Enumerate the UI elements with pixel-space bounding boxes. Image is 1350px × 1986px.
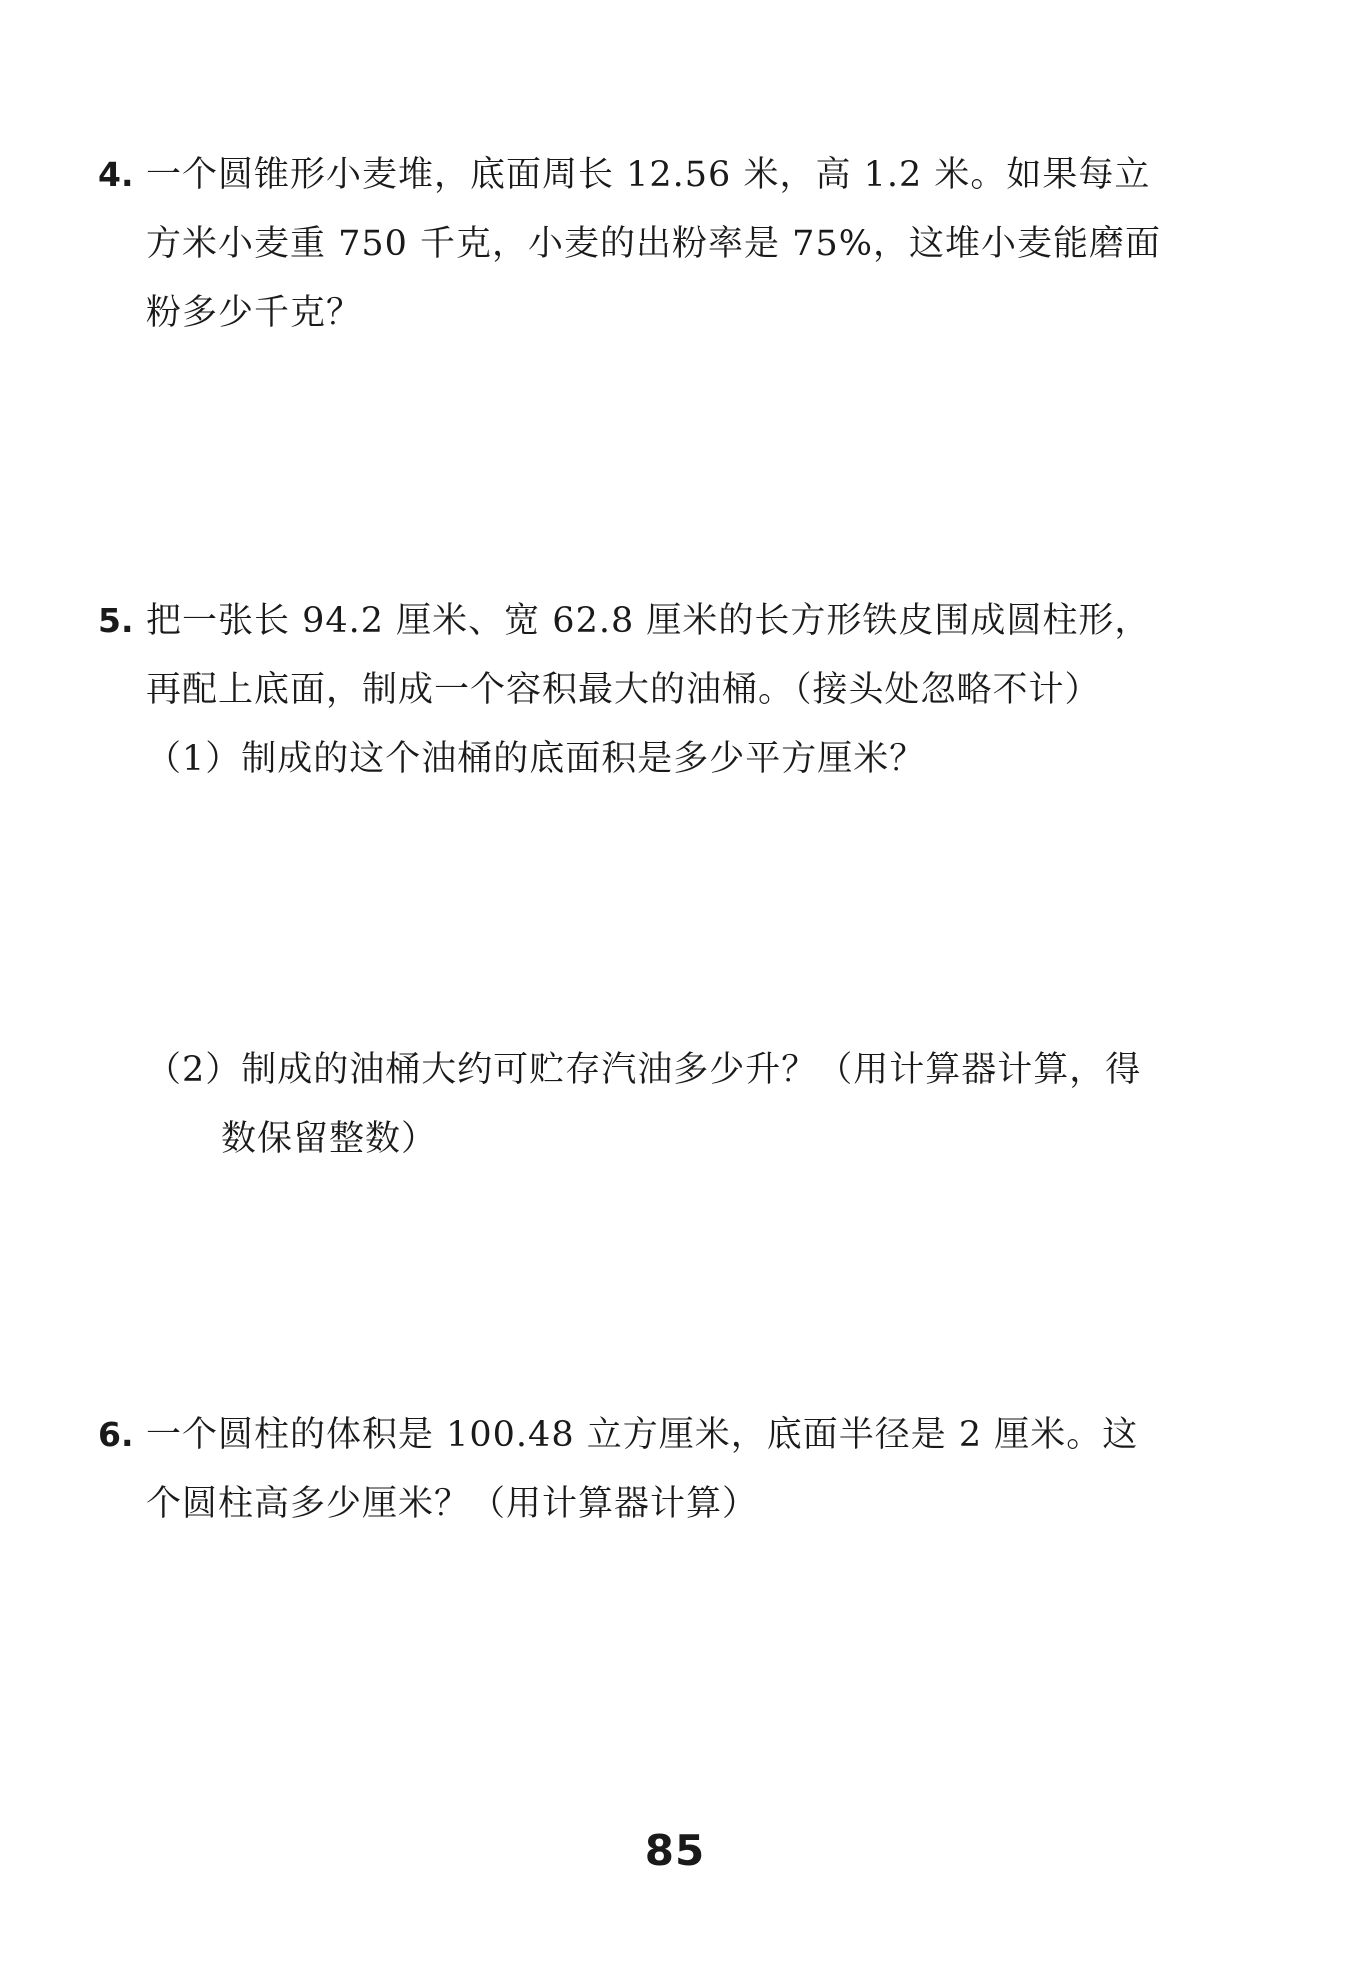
problem-number: 6.	[98, 1415, 134, 1454]
subquestion-2-line-2: 数保留整数）	[221, 1119, 438, 1159]
problem-4-line-2: 方米小麦重 750 千克，小麦的出粉率是 75%，这堆小麦能磨面	[146, 224, 1161, 264]
problem-text: 一个圆锥形小麦堆，底面周长 12.56 米，高 1.2 米。如果每立	[146, 155, 1151, 195]
problem-number: 5.	[98, 601, 134, 640]
problem-6	[98, 1400, 1208, 1539]
problem-4	[98, 140, 1208, 348]
problem-4-line-3: 粉多少千克？	[146, 293, 363, 333]
problem-number: 4.	[98, 155, 134, 194]
problem-4-line-1	[98, 140, 1208, 210]
problem-text: 一个圆柱的体积是 100.48 立方厘米，底面半径是 2 厘米。这	[146, 1415, 1139, 1455]
problem-5-subquestion-2	[98, 1036, 1208, 1174]
problem-5-subquestion-1: （1）制成的这个油桶的底面积是多少平方厘米？	[146, 739, 926, 779]
problem-text: 把一张长 94.2 厘米、宽 62.8 厘米的长方形铁皮围成圆柱形，	[146, 601, 1151, 641]
problem-5-line-2: 再配上底面，制成一个容积最大的油桶。（接头处忽略不计）	[146, 670, 1101, 710]
subquestion-2-line-1: （2）制成的油桶大约可贮存汽油多少升？（用计算器计算，得	[146, 1050, 1142, 1090]
problem-6-line-1	[98, 1400, 1208, 1470]
page-number: 85	[644, 1826, 706, 1875]
problem-5-line-1	[98, 586, 1208, 656]
problem-6-line-2: 个圆柱高多少厘米？（用计算器计算）	[146, 1484, 759, 1524]
problem-5	[98, 586, 1208, 794]
